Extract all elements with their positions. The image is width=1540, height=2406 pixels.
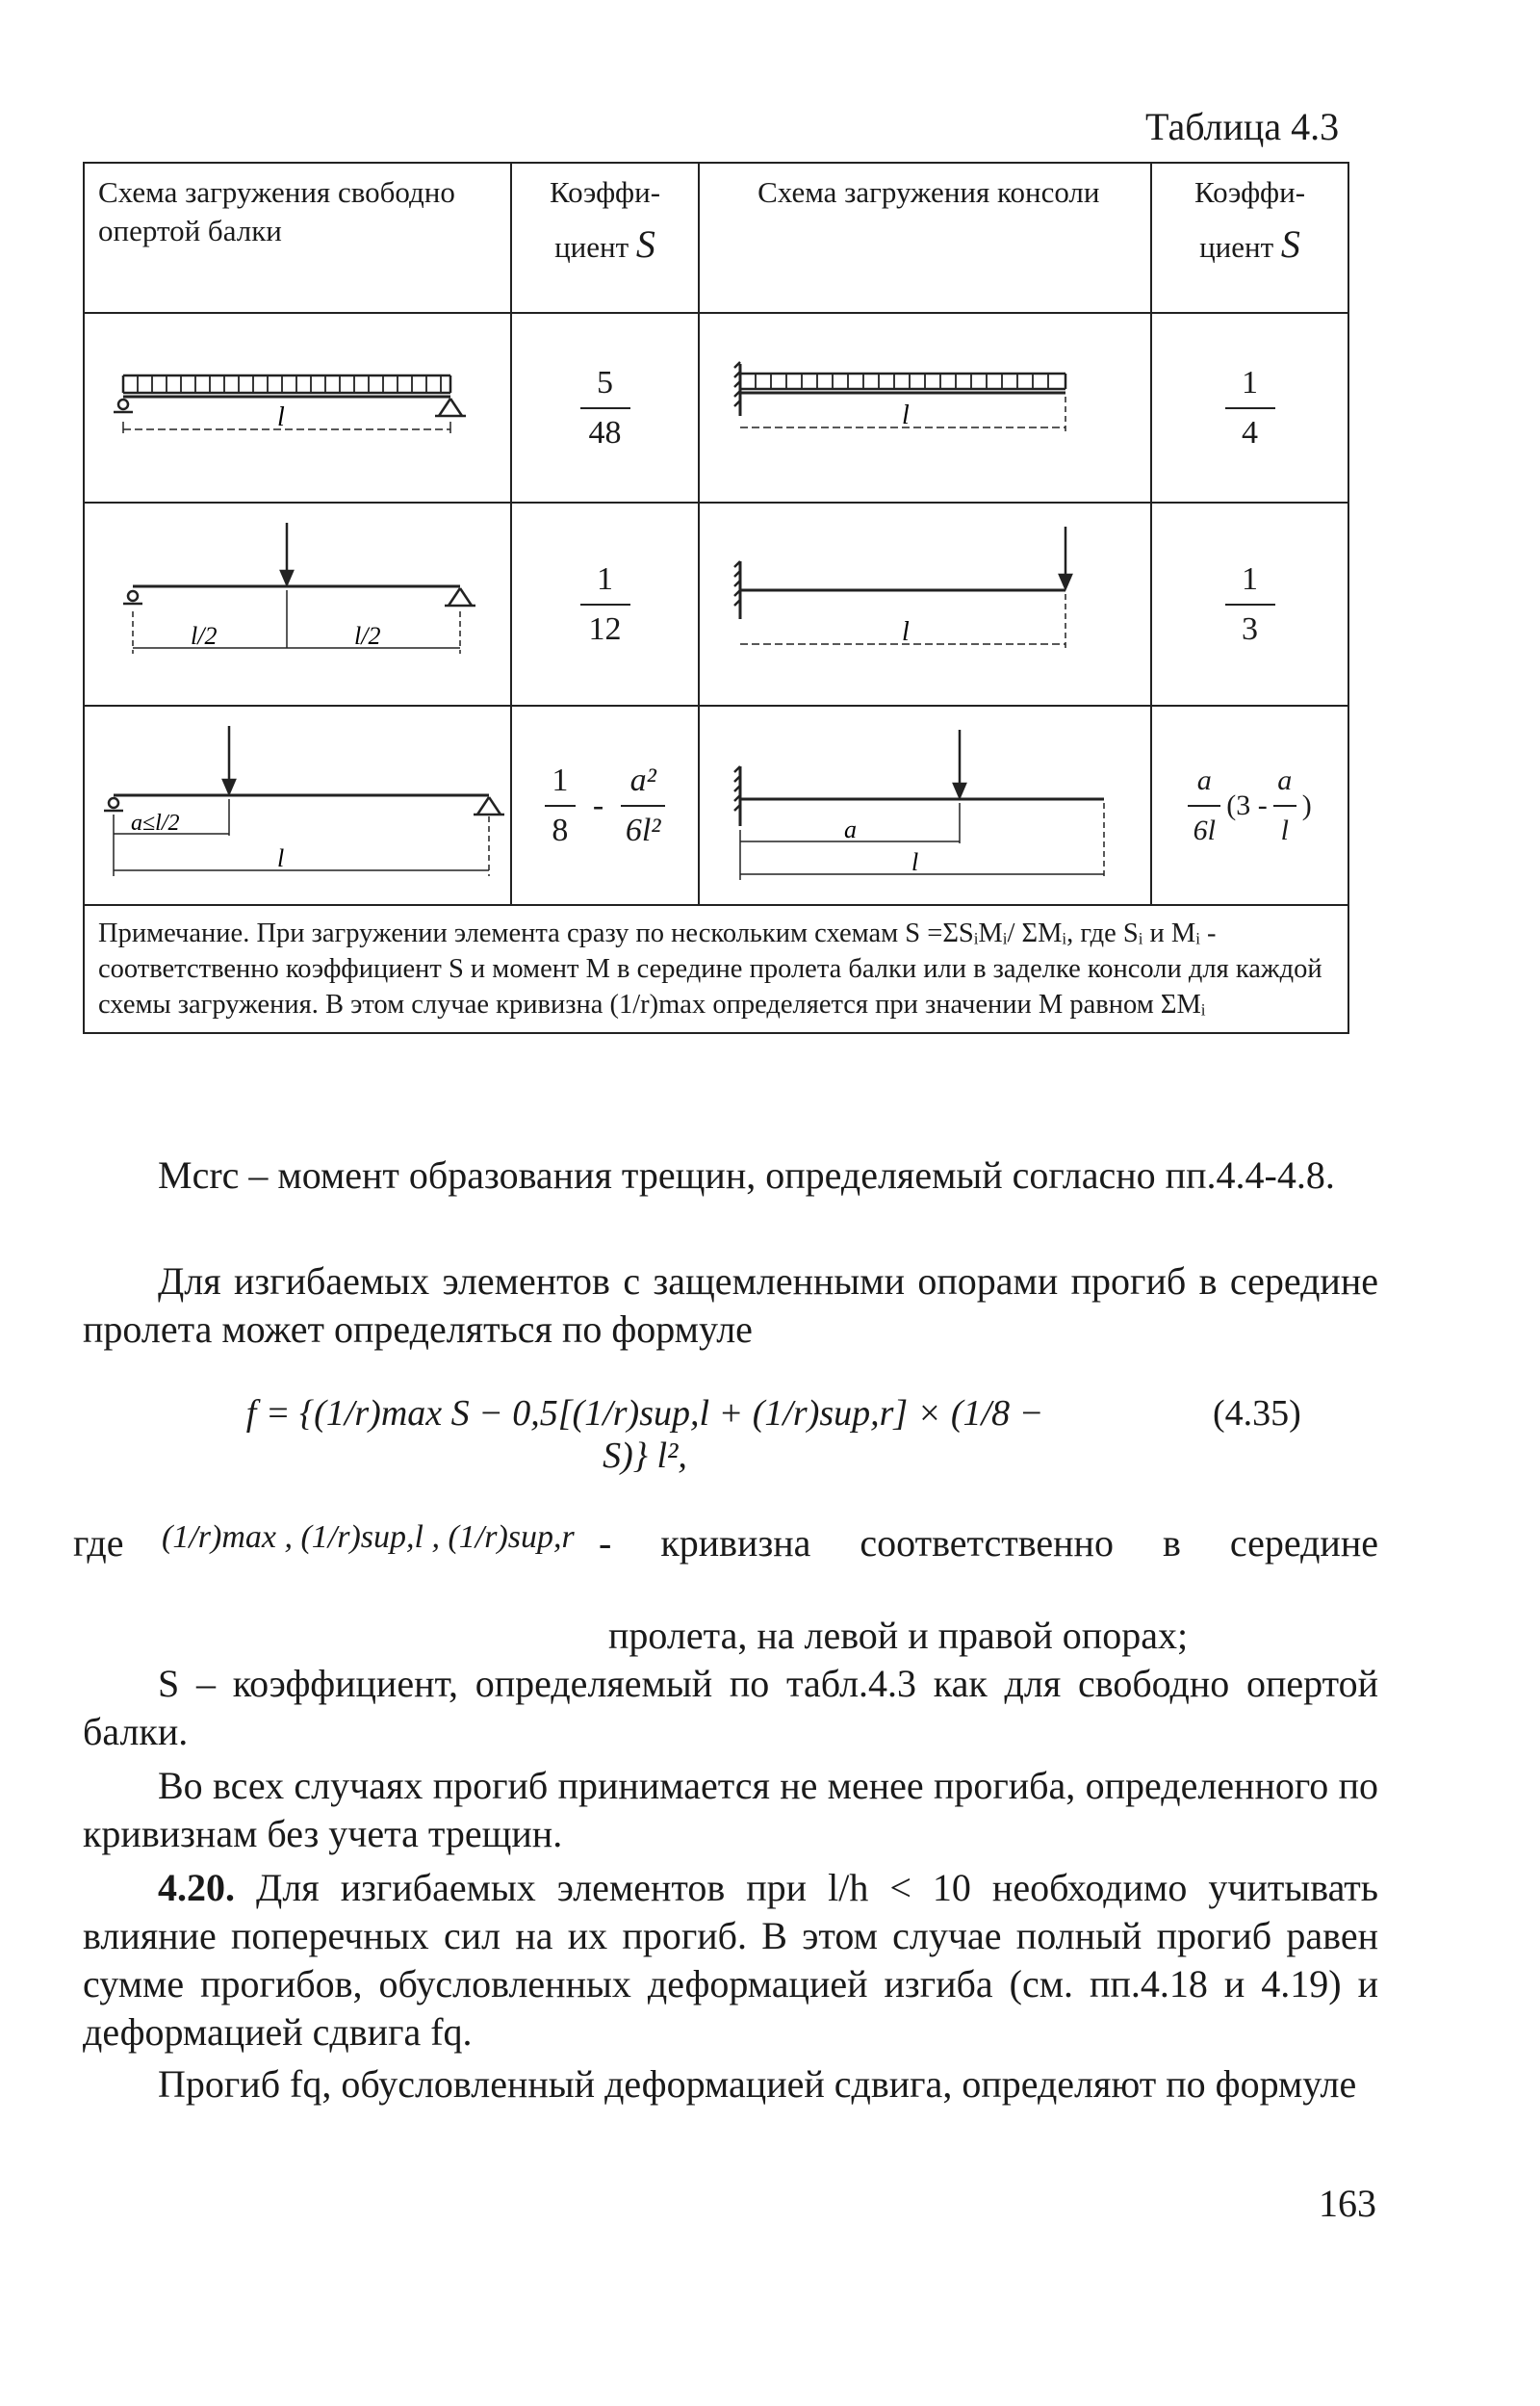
section-number: 4.20. bbox=[158, 1866, 235, 1909]
page-number: 163 bbox=[1319, 2182, 1376, 2225]
coef-expression: $\frac{a}{6l}$ (3 - $\frac{a}{l}$ ) bbox=[1152, 761, 1348, 851]
coef-cell bbox=[1151, 313, 1348, 503]
coef-cell bbox=[511, 313, 699, 503]
diagram-simple-point-mid bbox=[84, 503, 511, 706]
paragraph-shear-deflection: Прогиб fq, обусловленный деформацией сдвига, определяют по формуле bbox=[158, 2062, 1357, 2106]
simple-beam-uniform-diagram bbox=[85, 314, 508, 497]
header-simple-beam: Схема загружения свободно опертой балки bbox=[84, 163, 511, 313]
dim-label-a: a bbox=[844, 815, 858, 843]
fraction: 1 4 bbox=[1152, 363, 1348, 453]
header-cantilever: Схема загружения консоли bbox=[699, 163, 1151, 313]
simple-beam-point-diagram bbox=[85, 504, 508, 700]
dim-label: l bbox=[277, 402, 285, 432]
coef-cell bbox=[511, 503, 699, 706]
where-label: где bbox=[73, 1521, 124, 1565]
dim-label: l bbox=[902, 617, 910, 647]
coef-cell bbox=[1151, 503, 1348, 706]
where-description: - кривизна соответственно в середине bbox=[599, 1521, 1378, 1565]
table-caption: Таблица 4.3 bbox=[1145, 105, 1340, 148]
formula-number: (4.35) bbox=[1213, 1393, 1301, 1434]
table-row bbox=[84, 313, 1348, 503]
dim-label-left: l/2 bbox=[191, 622, 218, 650]
coef-cell bbox=[511, 706, 699, 905]
dim-label-l: l bbox=[277, 844, 285, 872]
header-coef-1: Коэффи- циент S bbox=[511, 163, 699, 313]
fraction: 5 48 bbox=[512, 363, 698, 453]
paragraph-mcrc: Mcrc – момент образования трещин, определяемый согласно пп.4.4-4.8. bbox=[158, 1153, 1335, 1197]
cantilever-uniform-diagram bbox=[700, 314, 1148, 497]
header-coef-2: Коэффи- циент S bbox=[1151, 163, 1348, 313]
diagram-cantilever-point-end bbox=[699, 503, 1151, 706]
diagram-cantilever-uniform bbox=[699, 313, 1151, 503]
fraction: 1 3 bbox=[1152, 559, 1348, 650]
table-4-3 bbox=[83, 162, 1349, 1034]
paragraph-s-coefficient: S – коэффициент, определяемый по табл.4.3 как для свободно опертой балки. bbox=[83, 1662, 1378, 1753]
simple-beam-point-a-diagram bbox=[85, 707, 508, 899]
table-row bbox=[84, 503, 1348, 706]
paragraph-clamped-supports: Для изгибаемых элементов с защемленными опорами прогиб в середине пролета может определяться по формуле bbox=[83, 1259, 1378, 1351]
paragraph-4-20: 4.20. Для изгибаемых элементов при l/h < 10 необходимо учитывать влияние поперечных сил на их прогиб. В этом случае полный прогиб равен сумме прогибов, обусловленных деформацией изгиба (см. пп.4.18 и 4.19) и деформацией сдвига fq. bbox=[83, 1866, 1379, 2054]
diagram-simple-uniform bbox=[84, 313, 511, 503]
dim-label-l: l bbox=[911, 848, 919, 876]
cantilever-point-diagram bbox=[700, 504, 1148, 700]
coef-cell bbox=[1151, 706, 1348, 905]
diagram-cantilever-point-a bbox=[699, 706, 1151, 905]
formula-4-35: f = {(1/r)max S − 0,5[(1/r)sup,l + (1/r)sup,r] × (1/8 − S)} l², bbox=[245, 1393, 1044, 1476]
table-row bbox=[84, 706, 1348, 905]
dim-label: l bbox=[902, 401, 910, 430]
where-description-2: пролета, на левой и правой опорах; bbox=[608, 1614, 1189, 1657]
table-note-row bbox=[84, 905, 1348, 1033]
fraction: 1 12 bbox=[512, 559, 698, 650]
table-note: Примечание. При загружении элемента сразу по нескольким схемам S =ΣSᵢMᵢ/ ΣMᵢ, где Sᵢ и Mᵢ - соответственно коэффициент S и момент M в середине пролета балки или в заделке консоли для каждой схемы загружения. В этом случае кривизна (1/r)max определяется при значении M равном ΣMᵢ bbox=[84, 905, 1348, 1033]
table-header-row bbox=[84, 163, 1348, 313]
where-terms: (1/r)max , (1/r)sup,l , (1/r)sup,r bbox=[162, 1519, 575, 1555]
dim-label-right: l/2 bbox=[354, 622, 381, 650]
diagram-simple-point-a bbox=[84, 706, 511, 905]
cantilever-point-a-diagram bbox=[700, 707, 1148, 899]
dim-label-a: a≤l/2 bbox=[131, 811, 180, 836]
paragraph-all-cases: Во всех случаях прогиб принимается не менее прогиба, определенного по кривизнам без учета трещин. bbox=[83, 1764, 1378, 1855]
coef-expression: $\frac{1}{8}$ - $\frac{\text{a²}}{\text{6l²}}$ bbox=[512, 761, 698, 851]
